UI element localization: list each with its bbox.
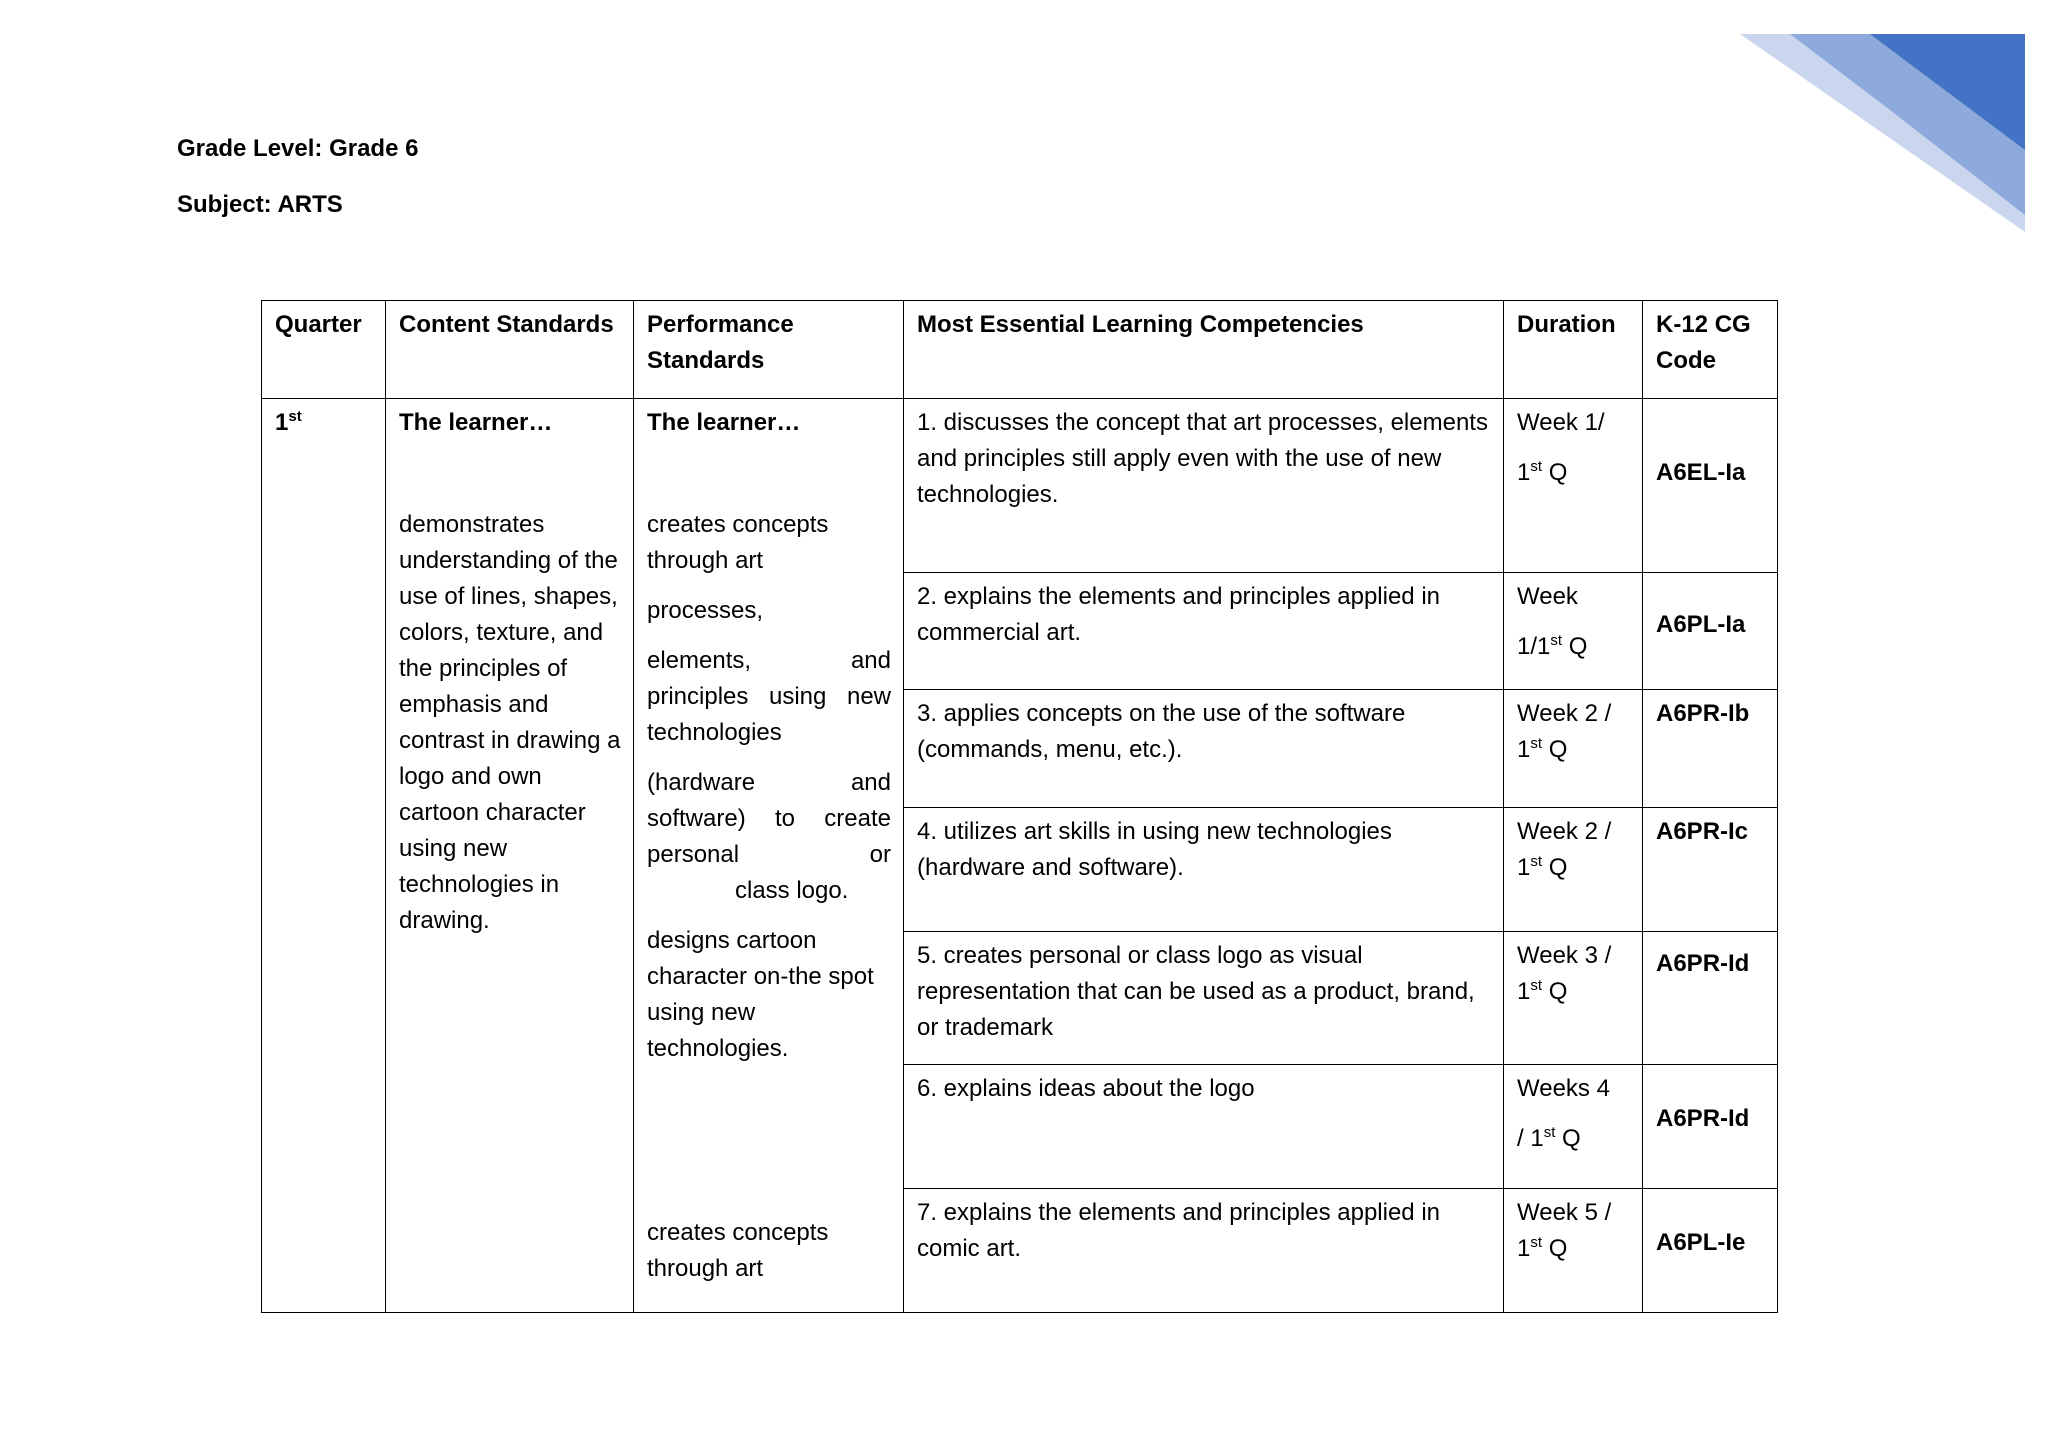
duration-q: Q [1542, 736, 1568, 763]
duration-q: Q [1555, 1125, 1581, 1152]
subject-label: Subject: ARTS [177, 191, 343, 218]
quarter-number: 1 [275, 409, 289, 436]
competency-cell: 7. explains the elements and principles applied in comic art. [904, 1189, 1504, 1313]
duration-cell [1504, 808, 1643, 932]
duration-sup: st [1543, 1124, 1556, 1141]
header-code: K-12 CG Code [1643, 301, 1778, 399]
duration-text: Weeks 4 [1517, 1075, 1610, 1102]
duration-cell [1504, 932, 1643, 1065]
code-cell [1643, 1065, 1778, 1189]
performance-text-6: creates concepts through art [647, 1219, 829, 1282]
code-cell: A6PR-Ib [1643, 690, 1778, 808]
quarter-suffix: st [288, 408, 302, 425]
duration-num: 1 [1517, 1235, 1531, 1262]
content-standards-cell [386, 399, 634, 1313]
duration-q: Q [1542, 1235, 1568, 1262]
corner-decoration [0, 0, 2048, 260]
duration-sup: st [1530, 977, 1543, 994]
header-duration: Duration [1504, 301, 1643, 399]
duration-text: Week [1517, 583, 1578, 610]
content-lead: The learner… [399, 409, 553, 436]
performance-text-3: elements, and principles using new technologies [647, 647, 891, 746]
performance-lead: The learner… [647, 409, 801, 436]
duration-text: Week 1/ [1517, 409, 1605, 436]
duration-num: 1 [1517, 459, 1531, 486]
duration-cell [1504, 690, 1643, 808]
competency-cell: 3. applies concepts on the use of the software (commands, menu, etc.). [904, 690, 1504, 808]
header-performance-standards: Performance Standards [634, 301, 904, 399]
grade-level-label: Grade Level: Grade 6 [177, 135, 419, 162]
performance-text-4b: class logo. [735, 877, 849, 904]
duration-text: Week 2 / [1517, 700, 1612, 727]
header-content-standards: Content Standards [386, 301, 634, 399]
duration-num: / 1 [1517, 1125, 1544, 1152]
code-cell [1643, 932, 1778, 1065]
duration-num: 1 [1517, 854, 1531, 881]
code-text: A6PL-Ie [1656, 1229, 1746, 1256]
competency-cell: 1. discusses the concept that art processes, elements and principles still apply even with the use of new technologies. [904, 399, 1504, 573]
duration-sup: st [1530, 853, 1543, 870]
table-header-row [262, 301, 1778, 399]
duration-sup: st [1530, 458, 1543, 475]
header-quarter: Quarter [262, 301, 386, 399]
competency-cell: 5. creates personal or class logo as visual representation that can be used as a product, brand, or trademark [904, 932, 1504, 1065]
duration-q: Q [1542, 854, 1568, 881]
code-text: A6PR-Id [1656, 950, 1750, 977]
duration-num: 1 [1517, 736, 1531, 763]
performance-text-4: (hardware and software) to create personal or [647, 769, 891, 868]
competency-cell: 6. explains ideas about the logo [904, 1065, 1504, 1189]
performance-text-2: processes, [647, 597, 764, 624]
duration-text: Week 3 / [1517, 942, 1612, 969]
performance-text-5: designs cartoon character on-the spot using new technologies. [647, 927, 874, 1062]
table-row [262, 399, 1778, 573]
performance-standards-cell [634, 399, 904, 1313]
duration-num: 1 [1517, 978, 1531, 1005]
duration-q: Q [1542, 978, 1568, 1005]
curriculum-table [261, 300, 1778, 1313]
duration-cell [1504, 573, 1643, 690]
code-text: A6PR-Id [1656, 1105, 1750, 1132]
quarter-cell [262, 399, 386, 1313]
duration-sup: st [1530, 735, 1543, 752]
code-text: A6PL-Ia [1656, 611, 1746, 638]
duration-cell [1504, 1189, 1643, 1313]
duration-q: Q [1562, 633, 1588, 660]
content-standards-text: demonstrates understanding of the use of lines, shapes, colors, texture, and the principles of emphasis and contrast in drawing a logo and own cartoon character using new technologies in drawing. [399, 511, 621, 934]
competency-cell: 4. utilizes art skills in using new technologies (hardware and software). [904, 808, 1504, 932]
header-competencies: Most Essential Learning Competencies [904, 301, 1504, 399]
code-cell [1643, 1189, 1778, 1313]
duration-cell [1504, 1065, 1643, 1189]
competency-cell: 2. explains the elements and principles applied in commercial art. [904, 573, 1504, 690]
duration-text: Week 5 / [1517, 1199, 1612, 1226]
duration-cell [1504, 399, 1643, 573]
code-cell [1643, 399, 1778, 573]
duration-text: Week 2 / [1517, 818, 1612, 845]
duration-q: Q [1542, 459, 1568, 486]
performance-text-1: creates concepts through art [647, 511, 829, 574]
code-cell: A6PR-Ic [1643, 808, 1778, 932]
code-cell [1643, 573, 1778, 690]
duration-sup: st [1550, 632, 1563, 649]
duration-num: 1/1 [1517, 633, 1551, 660]
duration-sup: st [1530, 1234, 1543, 1251]
code-text: A6EL-Ia [1656, 459, 1746, 486]
